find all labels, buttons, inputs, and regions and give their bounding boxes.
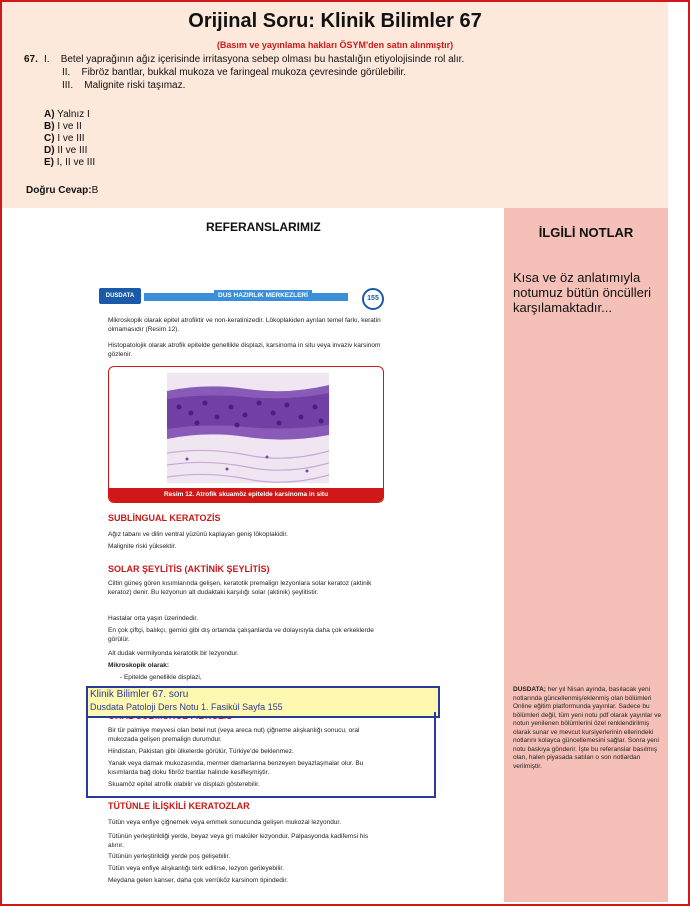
dusdata-logo: DUSDATA [99,288,141,304]
option-e: E) I, II ve III [44,157,96,168]
option-b: B) I ve II [44,121,82,132]
tooltip-line-2: Dusdata Patoloji Ders Notu 1. Fasikül Sayfa 155 [90,702,283,712]
tobacco-line-2: Tütünün yerleştirildiği yerde, beyaz veya gri maküler lezyondur. Palpasyonda kadifemsi his alınır. [108,833,369,849]
option-d: D) II ve III [44,145,88,156]
page-title: Orijinal Soru: Klinik Bilimler 67 [188,10,482,32]
figure-caption: Resim 12. Atrofik skuamöz epitelde karsinoma in situ [109,488,383,502]
option-a: A) Yalnız I [44,109,90,120]
section-sublingual: SUBLİNGUAL KERATOZİS [108,513,221,523]
references-heading: REFERANSLARIMIZ [206,220,321,234]
osf-line-2: Hindistan, Pakistan gibi ülkelerde görülür, Türkiye'de beklenmez. [108,748,294,755]
intro-paragraph-2: Histopatolojik olarak atrofik epitelde genellikle displazi, karsinoma in situ veya invaziv karsinom gözlenir. [108,342,381,358]
sublingual-line-1: Ağız tabanı ve dilin ventral yüzünü kaplayan geniş lökoplakidir. [108,531,288,538]
solar-line-4: Alt dudak vermilyonda keratotik bir lezyondur. [108,650,239,657]
question-number: 67. [24,54,38,65]
intro-paragraph-1: Mikroskopik olarak epitel atrofiktir ve non-keratinizedir. Lökoplakiden ayrılan temel farkı, keratin olmamasıdır (Resim 12). [108,317,381,333]
page-number: 155 [362,288,384,310]
tobacco-line-1: Tütün veya enfiye çiğnemek veya emmek sonucunda gelişen mukozal lezyondur. [108,819,342,826]
page-banner [96,286,396,306]
histology-image [167,373,329,483]
statement-3: III. Malignite riski taşımaz. [62,80,186,91]
histology-figure [108,366,384,503]
solar-line-3: En çok çiftçi, balıkçı, gemici gibi dış ortamda çalışanlarda ve dolayısıyla daha çok erkeklerde görülür. [108,627,374,643]
solar-line-6: - Epitelde genellikle displazi, [120,674,202,681]
osf-line-4: Skuamöz epitel atrofik olabilir ve displazi gösterebilir. [108,781,260,788]
solar-line-5: Mikroskopik olarak: [108,662,170,669]
banner-text: DUS HAZIRLIK MERKEZLERİ [214,290,312,301]
question-panel [2,2,668,208]
tobacco-line-3: Tütünün yerleştirildiği yerde poş gelişebilir. [108,853,231,860]
notes-heading: İLGİLİ NOTLAR [538,225,634,240]
notes-text: Kısa ve öz anlatımıyla notumuz bütün öncülleri karşılamaktadır... [513,270,652,315]
osf-line-1: Bir tür palmiye meyvesi olan betel nut (veya areca nut) çiğneme alışkanlığı sonucu, oral mukozada gelişen premalign durumdur. [108,727,360,743]
correct-answer: Doğru Cevap:B [26,185,99,196]
dusdata-text: her yıl Nisan ayında, basılacak yeni notlarında güncellenmiş/eklenmiş olan bölümleri Online eğitim platformunda yayınlar. Sadece bu bölümleri değil, tüm yeni notu pdf olarak yayınlar ve notun yenilenen bölümlerini özel renklendirilmiş olarak sunar ve mevcut kursiyerlerinin ellerindeki notlarını kolayca güncellemesini sağlar. Sonra yeni notu baskıya gönderir. İşte bu referanslar basılmış olan, halen piyasada satılan o son notlardan verilmiştir. [513,686,662,770]
notes-panel [504,208,668,902]
statement-2: II. Fibröz bantlar, bukkal mukoza ve faringeal mukoza çevresinde görülebilir. [62,67,407,78]
highlight-frame [86,712,436,798]
dusdata-note [513,686,663,771]
tobacco-line-5: Meydana gelen kanser, daha çok verrüköz karsinom tipindedir. [108,877,288,884]
statement-1: I. Betel yaprağının ağız içerisinde irritasyona sebep olması bu hastalığın etiyolojisinde rol alır. [44,54,465,65]
reference-page-image [96,286,396,890]
solar-line-1: Ciltin güneş gören kısımlarında gelişen, keratotik premalign lezyonlara solar keratoz (aktinik keratoz) denir. Bu lezyonun alt dudaktaki karşılığı solar (aktinik) şeylitistir. [108,580,372,596]
osf-line-3: Yanak veya damak mukozasında, mermer damarlarına benzeyen beyazlaşmalar olur. Bu kısımlarda bağ doku fibröz bantlar halinde kesifleşmiştir. [108,760,364,776]
sublingual-line-2: Malignite riski yüksektir. [108,543,177,550]
section-solar: SOLAR ŞEYLİTİS (AKTİNİK ŞEYLİTİS) [108,564,270,574]
dusdata-label: DUSDATA; [513,686,546,693]
section-tobacco: TÜTÜNLE İLİŞKİLİ KERATOZLAR [108,801,250,811]
solar-line-2: Hastalar orta yaşın üzerindedir. [108,615,198,622]
tooltip-line-1: Klinik Bilimler 67. soru [90,689,189,700]
option-c: C) I ve III [44,133,85,144]
tobacco-line-4: Tütün veya enfiye alışkanlığı terk edilirse, lezyon gerileyebilir. [108,865,284,872]
copyright-note: (Basım ve yayınlama hakları ÖSYM'den satın alınmıştır) [216,40,454,50]
